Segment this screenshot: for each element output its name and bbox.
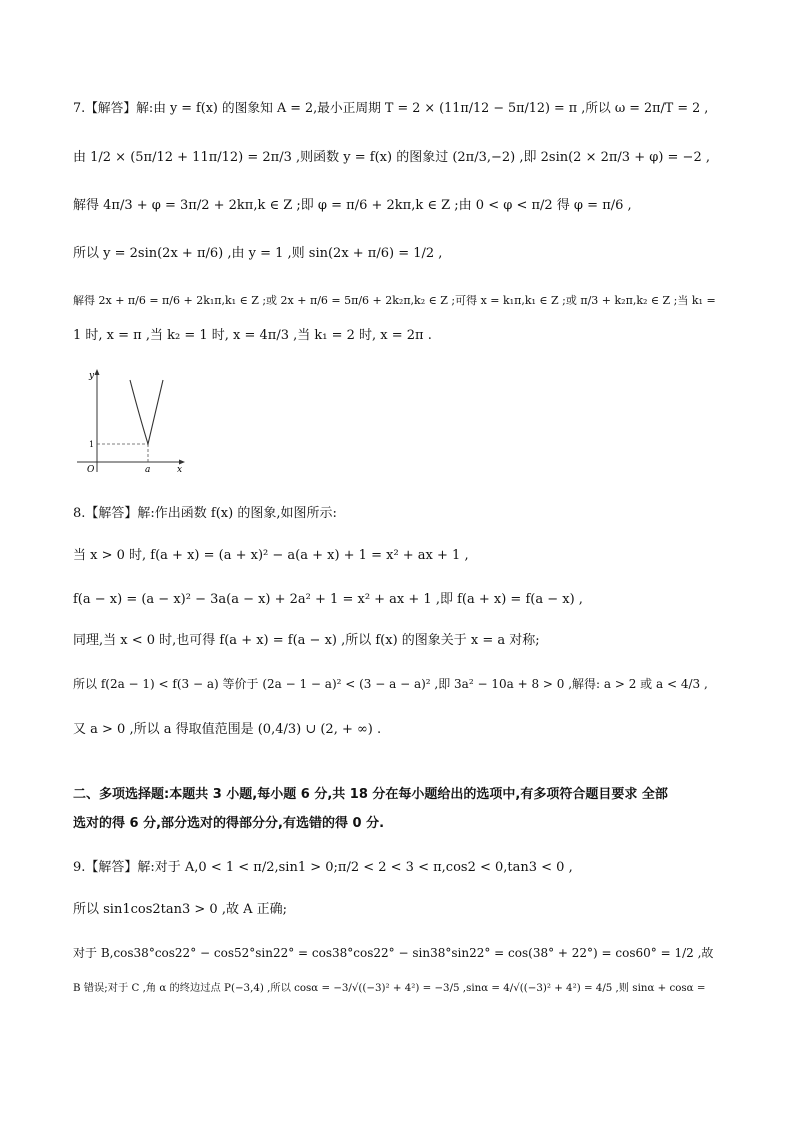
function-graph xyxy=(75,366,190,476)
section-2-heading-line-2: 选对的得 6 分,部分选对的得部分分,有选错的得 0 分. xyxy=(73,816,385,831)
q8-line-1: 8.【解答】解:作出函数 f(x) 的图象,如图所示: xyxy=(73,506,337,521)
graph-x-label: x xyxy=(177,465,183,475)
q8-line-3: f(a − x) = (a − x)² − 3a(a − x) + 2a² + 1 = x² + ax + 1 ,即 f(a + x) = f(a − x) , xyxy=(73,592,583,607)
q9-line-1: 9.【解答】解:对于 A,0 < 1 < π/2,sin1 > 0;π/2 < 2 < 3 < π,cos2 < 0,tan3 < 0 , xyxy=(73,860,573,875)
q8-line-6: 又 a > 0 ,所以 a 得取值范围是 (0,4/3) ∪ (2, + ∞) . xyxy=(73,722,382,737)
q9-line-2: 所以 sin1cos2tan3 > 0 ,故 A 正确; xyxy=(73,902,287,917)
q8-line-5: 所以 f(2a − 1) < f(3 − a) 等价于 (2a − 1 − a)² < (3 − a − a)² ,即 3a² − 10a + 8 > 0 ,解得: a > 2 或 a < 4/3 , xyxy=(73,677,708,691)
graph-one-label: 1 xyxy=(89,440,95,449)
graph-curve xyxy=(130,380,163,444)
q7-line-3: 解得 4π/3 + φ = 3π/2 + 2kπ,k ∈ Z ;即 φ = π/6 + 2kπ,k ∈ Z ;由 0 < φ < π/2 得 φ = π/6 , xyxy=(73,198,632,213)
q7-line-2: 由 1/2 × (5π/12 + 11π/12) = 2π/3 ,则函数 y = f(x) 的图象过 (2π/3,−2) ,即 2sin(2 × 2π/3 + φ) = −2 , xyxy=(73,150,710,165)
section-2-heading-line-1: 二、多项选择题:本题共 3 小题,每小题 6 分,共 18 分在每小题给出的选项中,有多项符合题目要求 全部 xyxy=(73,787,668,802)
q7-line-5: 解得 2x + π/6 = π/6 + 2k₁π,k₁ ∈ Z ;或 2x + π/6 = 5π/6 + 2k₂π,k₂ ∈ Z ;可得 x = k₁π,k₁ ∈ Z ;或 π/3 + k₂π,k₂ ∈ Z ;当 k₁ = xyxy=(73,294,716,307)
graph-origin-label: O xyxy=(87,465,95,475)
q9-line-4: B 错误;对于 C ,角 α 的终边过点 P(−3,4) ,所以 cosα = −3/√((−3)² + 4²) = −3/5 ,sinα = 4/√((−3)² + 4²) = 4/5 ,则 sinα + cosα = xyxy=(73,982,706,994)
q7-line-4: 所以 y = 2sin(2x + π/6) ,由 y = 1 ,则 sin(2x + π/6) = 1/2 , xyxy=(73,246,443,261)
q7-line-6: 1 时, x = π ,当 k₂ = 1 时, x = 4π/3 ,当 k₁ = 2 时, x = 2π . xyxy=(73,328,432,343)
q9-line-3: 对于 B,cos38°cos22° − cos52°sin22° = cos38°cos22° − sin38°sin22° = cos(38° + 22°) = cos60° = 1/2 ,故 xyxy=(73,946,714,960)
q7-line-1: 7.【解答】解:由 y = f(x) 的图象知 A = 2,最小正周期 T = 2 × (11π/12 − 5π/12) = π ,所以 ω = 2π/T = 2 , xyxy=(73,101,709,116)
graph-y-label: y xyxy=(89,371,95,381)
graph-a-label: a xyxy=(145,465,151,475)
q8-line-2: 当 x > 0 时, f(a + x) = (a + x)² − a(a + x) + 1 = x² + ax + 1 , xyxy=(73,548,469,563)
q8-line-4: 同理,当 x < 0 时,也可得 f(a + x) = f(a − x) ,所以 f(x) 的图象关于 x = a 对称; xyxy=(73,633,540,648)
